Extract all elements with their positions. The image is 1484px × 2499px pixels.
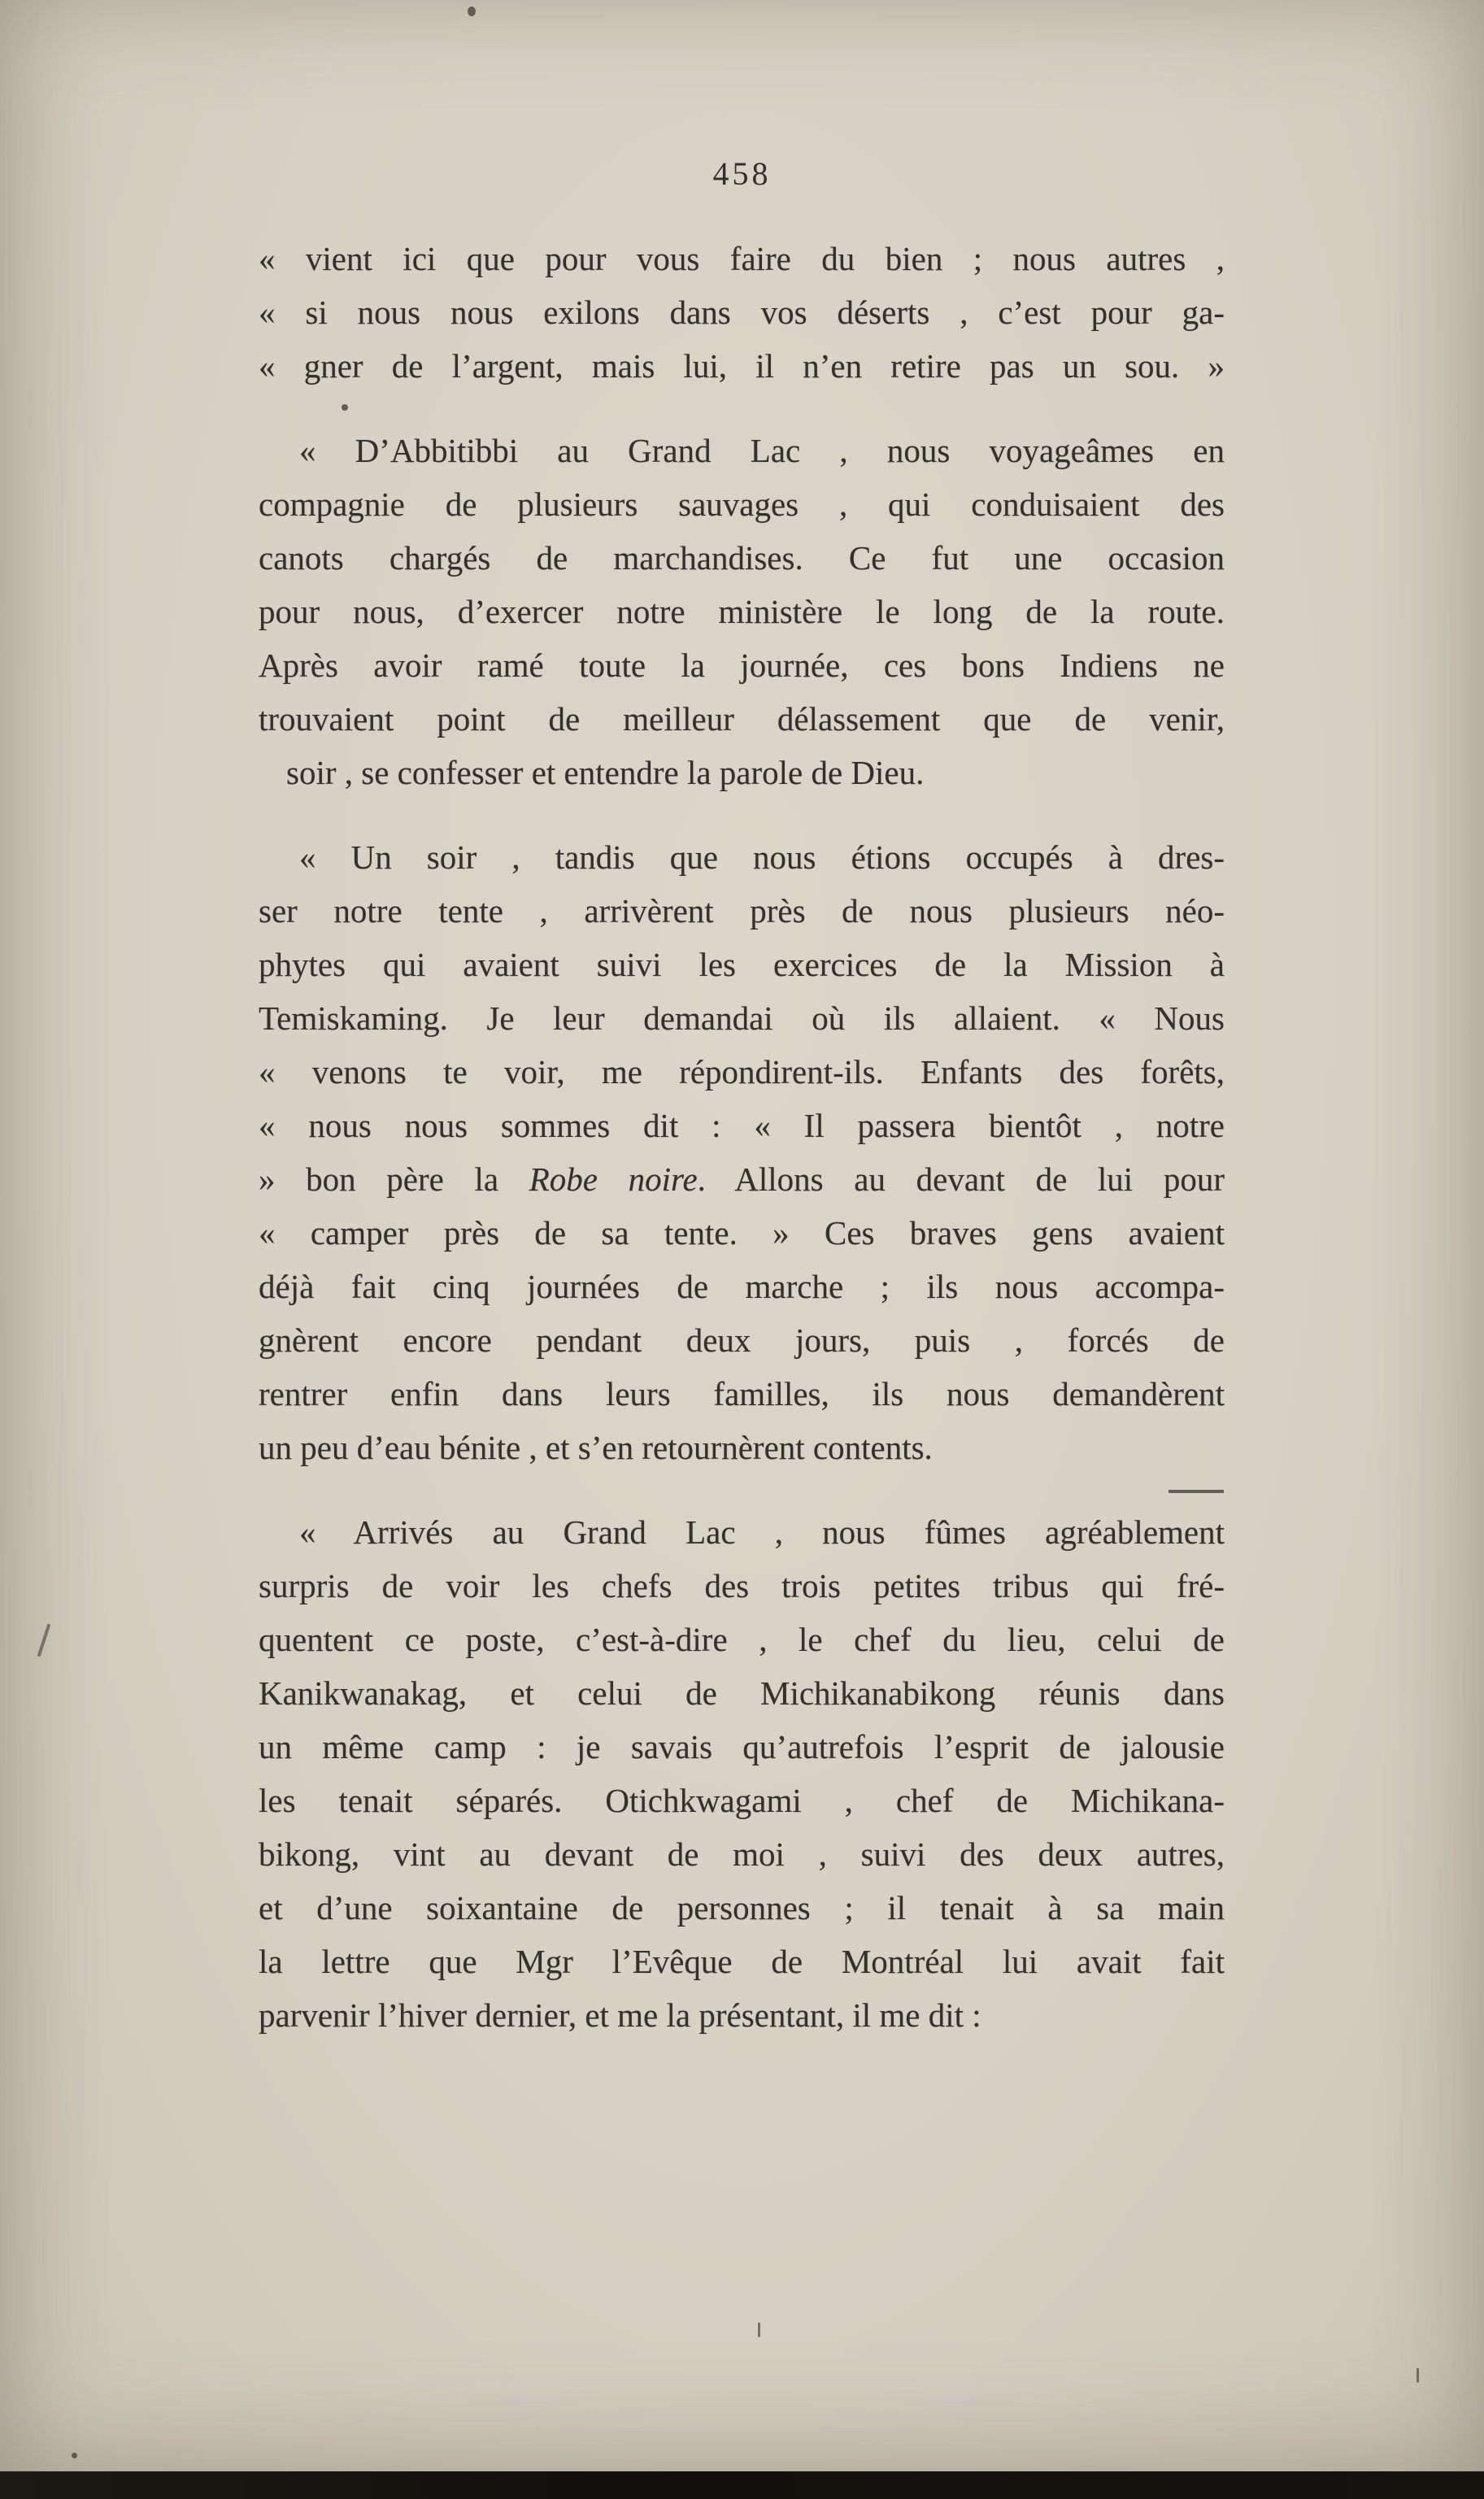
text-line: et d’une soixantaine de personnes ; il tenait à sa main xyxy=(259,1889,1225,1926)
text-line: soir , se confesser et entendre la parole de Dieu. xyxy=(286,754,925,791)
text-line: parvenir l’hiver dernier, et me la présentant, il me dit : xyxy=(259,1996,981,2034)
text-line: rentrer enfin dans leurs familles, ils nous demandèrent xyxy=(259,1375,1225,1413)
text-line: pour nous, d’exercer notre ministère le long de la route. xyxy=(259,593,1225,630)
text-line: déjà fait cinq journées de marche ; ils nous accompa- xyxy=(259,1268,1225,1305)
scan-tick-mark xyxy=(758,2323,760,2337)
text-line: bikong, vint au devant de moi , suivi des deux autres, xyxy=(259,1835,1225,1873)
text-line: « camper près de sa tente. » Ces braves gens avaient xyxy=(259,1214,1225,1252)
scan-speck xyxy=(72,2453,77,2458)
handwritten-slash-mark xyxy=(37,1623,51,1657)
text-line: surpris de voir les chefs des trois petites tribus qui fré- xyxy=(259,1567,1225,1604)
scan-tick-mark xyxy=(1417,2368,1419,2383)
text-block xyxy=(259,232,1225,2042)
text-line: les tenait séparés. Otichkwagami , chef de Michikana- xyxy=(259,1782,1225,1819)
text-line: compagnie de plusieurs sauvages , qui conduisaient des xyxy=(259,485,1225,523)
text-line: un peu d’eau bénite , et s’en retournèrent contents. xyxy=(259,1429,933,1466)
text-line: trouvaient point de meilleur délassement que de venir, xyxy=(259,700,1225,738)
scan-speck xyxy=(468,7,476,16)
text-line: quentent ce poste, c’est-à-dire , le chef du lieu, celui de xyxy=(259,1621,1225,1658)
text-segment-italic: Robe noire xyxy=(529,1160,698,1198)
text-segment: » bon père la xyxy=(259,1160,529,1198)
text-line: la lettre que Mgr l’Evêque de Montréal lui avait fait xyxy=(259,1943,1225,1980)
text-line: « Arrivés au Grand Lac , nous fûmes agréablement xyxy=(299,1513,1225,1551)
text-line: « gner de l’argent, mais lui, il n’en retire pas un sou. » xyxy=(259,347,1225,385)
scan-speck xyxy=(342,404,348,411)
text-segment: . Allons au devant de lui pour xyxy=(697,1160,1225,1198)
text-line: « Un soir , tandis que nous étions occupés à dres- xyxy=(299,838,1225,876)
text-line: ser notre tente , arrivèrent près de nous plusieurs néo- xyxy=(259,892,1225,930)
paragraph-4 xyxy=(259,1505,1225,2042)
text-line: phytes qui avaient suivi les exercices de la Mission à xyxy=(259,946,1225,983)
page-number: 458 xyxy=(712,155,772,192)
text-line xyxy=(259,1152,1225,1206)
paragraph-2 xyxy=(259,424,1225,799)
scan-dash-mark xyxy=(1168,1490,1224,1493)
text-line: Après avoir ramé toute la journée, ces bons Indiens ne xyxy=(259,647,1225,684)
text-line: « D’Abbitibbi au Grand Lac , nous voyageâmes en xyxy=(299,432,1225,469)
paragraph-3 xyxy=(259,830,1225,1474)
text-line: un même camp : je savais qu’autrefois l’esprit de jalousie xyxy=(259,1728,1225,1765)
scan-bottom-edge xyxy=(0,2471,1484,2499)
text-line: « venons te voir, me répondirent-ils. Enfants des forêts, xyxy=(259,1053,1225,1091)
paragraph-1 xyxy=(259,232,1225,393)
text-line: gnèrent encore pendant deux jours, puis , forcés de xyxy=(259,1321,1225,1359)
text-line: canots chargés de marchandises. Ce fut une occasion xyxy=(259,539,1225,577)
text-line: « nous nous sommes dit : « Il passera bientôt , notre xyxy=(259,1107,1225,1144)
text-line: Kanikwanakag, et celui de Michikanabikong réunis dans xyxy=(259,1674,1225,1712)
text-line: Temiskaming. Je leur demandai où ils allaient. « Nous xyxy=(259,999,1225,1037)
text-line: « si nous nous exilons dans vos déserts , c’est pour ga- xyxy=(259,294,1225,331)
text-line: « vient ici que pour vous faire du bien ; nous autres , xyxy=(259,240,1225,277)
